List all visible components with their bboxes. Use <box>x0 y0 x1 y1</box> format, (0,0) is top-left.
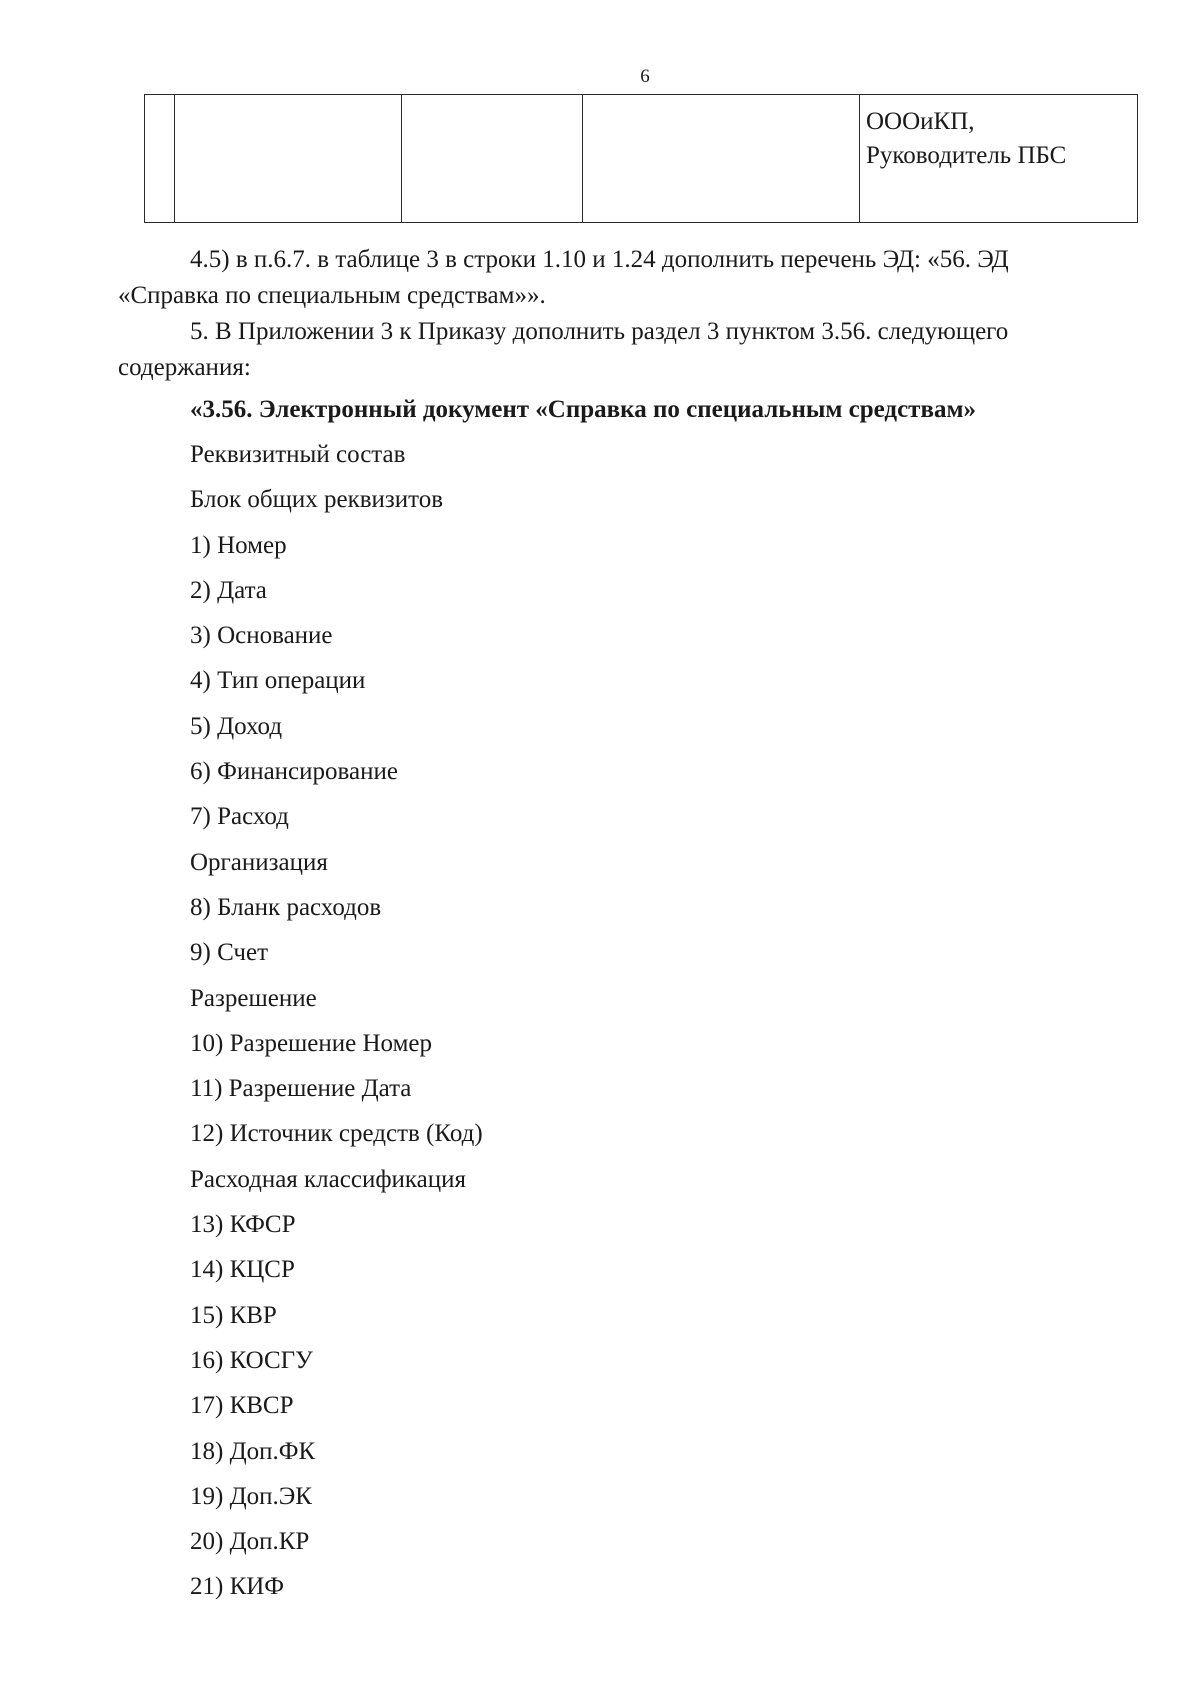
list-item: Организация <box>190 848 328 876</box>
paragraph-5 <box>118 314 1164 386</box>
list-item: 19) Доп.ЭК <box>190 1482 312 1510</box>
paragraph-4-5 <box>118 242 1164 314</box>
list-item: 16) КОСГУ <box>190 1346 313 1374</box>
list-item: 10) Разрешение Номер <box>190 1029 432 1057</box>
paragraph-line: «Справка по специальным средствам»». <box>118 282 546 309</box>
list-item: 13) КФСР <box>190 1211 296 1239</box>
list-item: 11) Разрешение Дата <box>190 1075 412 1103</box>
table-row <box>145 95 1138 223</box>
list-item: 2) Дата <box>190 576 267 604</box>
table-cell <box>402 95 583 223</box>
list-item: 14) КЦСР <box>190 1256 295 1284</box>
list-item: 9) Счет <box>190 939 269 967</box>
list-item: Реквизитный состав <box>190 441 406 468</box>
section-heading: «3.56. Электронный документ «Справка по специальным средствам» <box>190 396 976 423</box>
list-item: 6) Финансирование <box>190 758 398 786</box>
cell-line: ОООиКП, <box>866 108 975 135</box>
requisites-list <box>190 438 483 1616</box>
page-number: 6 <box>640 66 650 87</box>
continuation-table <box>144 94 1138 223</box>
list-item: 20) Доп.КР <box>190 1528 310 1556</box>
paragraph-line <box>118 242 1164 278</box>
list-item: Разрешение <box>190 984 317 1012</box>
list-item: 8) Бланк расходов <box>190 893 382 921</box>
list-item: Расходная классификация <box>190 1165 467 1193</box>
table-cell <box>583 95 860 223</box>
list-item: 5) Доход <box>190 712 283 740</box>
list-item: 18) Доп.ФК <box>190 1437 316 1465</box>
table-cell <box>175 95 402 223</box>
list-item: 1) Номер <box>190 531 287 559</box>
table-cell-responsible <box>860 95 1138 223</box>
paragraph-line: содержания: <box>118 354 251 381</box>
paragraph-text: 5. В Приложении 3 к Приказу дополнить раздел 3 пунктом 3.56. следующего <box>190 318 1009 345</box>
list-item: 21) КИФ <box>190 1573 285 1601</box>
paragraph-line <box>118 314 1164 350</box>
list-item: 7) Расход <box>190 803 289 831</box>
list-item: 15) КВР <box>190 1301 277 1329</box>
cell-line: Руководитель ПБС <box>866 142 1067 169</box>
table-cell <box>145 95 175 223</box>
list-item: 4) Тип операции <box>190 667 366 695</box>
list-item: Блок общих реквизитов <box>190 486 444 514</box>
list-item: 3) Основание <box>190 622 333 650</box>
list-item: 17) КВСР <box>190 1392 294 1420</box>
paragraph-text: 4.5) в п.6.7. в таблице 3 в строки 1.10 и 1.24 дополнить перечень ЭД: «56. ЭД <box>190 246 1009 273</box>
list-item: 12) Источник средств (Код) <box>190 1120 483 1148</box>
